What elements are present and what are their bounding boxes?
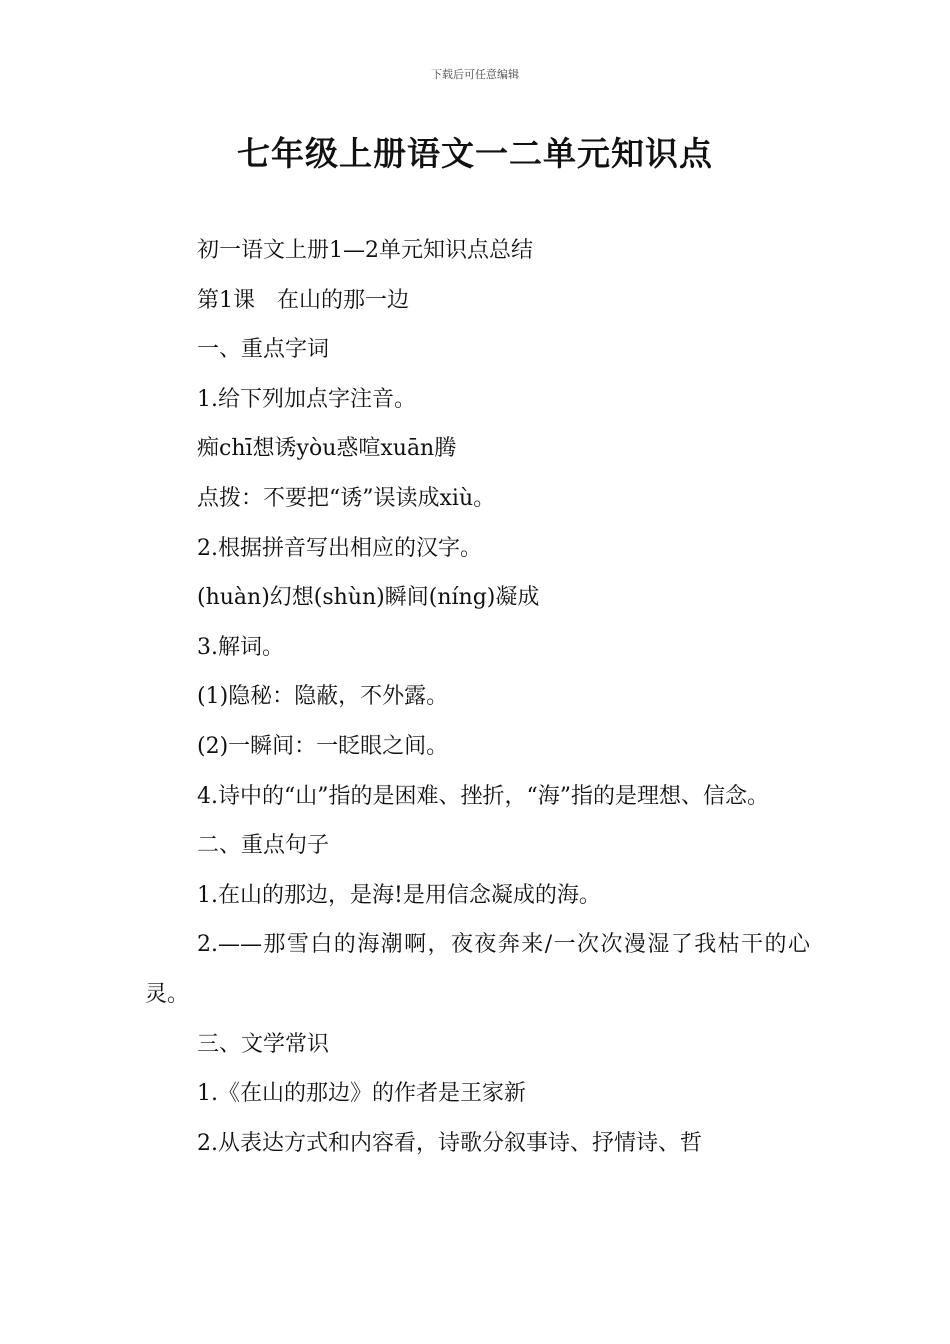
paragraph: (huàn)幻想(shùn)瞬间(níng)凝成 <box>197 585 540 611</box>
document-body <box>145 226 810 1168</box>
paragraph: 1.给下列加点字注音。 <box>197 386 416 412</box>
paragraph: 痴chī想诱yòu惑喧xuān腾 <box>197 436 457 462</box>
paragraph: 第1课 在山的那一边 <box>197 287 409 313</box>
paragraph: 点拨：不要把“诱”误读成xiù。 <box>197 485 496 511</box>
paragraph: 2.从表达方式和内容看，诗歌分叙事诗、抒情诗、哲 <box>197 1130 702 1156</box>
paragraph: 1.在山的那边，是海!是用信念凝成的海。 <box>197 882 601 908</box>
paragraph: (1)隐秘：隐蔽，不外露。 <box>197 684 449 710</box>
paragraph: 1.《在山的那边》的作者是王家新 <box>197 1081 526 1107</box>
paragraph: 4.诗中的“山”指的是困难、挫折，“海”指的是理想、信念。 <box>197 783 769 809</box>
paragraph: (2)一瞬间：一眨眼之间。 <box>197 733 449 759</box>
paragraph: 3.解词。 <box>197 634 284 660</box>
paragraph: 二、重点句子 <box>197 833 330 859</box>
paragraph: 2.根据拼音写出相应的汉字。 <box>197 535 482 561</box>
paragraph: 2.——那雪白的海潮啊，夜夜奔来/一次次漫湿了我枯干的心灵。 <box>145 932 810 1007</box>
paragraph: 初一语文上册1—2单元知识点总结 <box>197 238 533 263</box>
document-title: 七年级上册语文一二单元知识点 <box>237 134 713 173</box>
paragraph: 一、重点字词 <box>197 337 330 363</box>
paragraph: 三、文学常识 <box>197 1031 330 1057</box>
header-watermark: 下载后可任意编辑 <box>431 68 519 81</box>
